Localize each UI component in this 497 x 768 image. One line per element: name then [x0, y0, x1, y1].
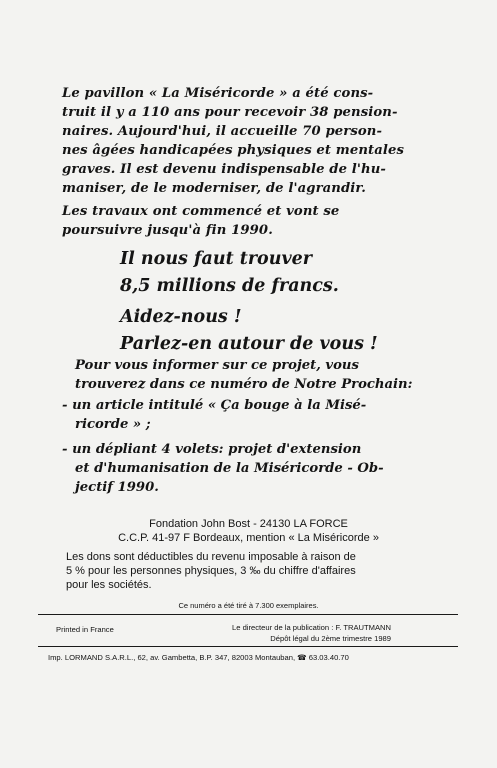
intro-line: truit il y a 110 ans pour recevoir 38 pension-: [62, 105, 398, 120]
appeal-line: 8,5 millions de francs.: [120, 276, 339, 296]
dons-line: Les dons sont déductibles du revenu imposable à raison de: [66, 551, 356, 563]
foundation-line: Fondation John Bost - 24130 LA FORCE: [149, 518, 348, 530]
foundation-address: [0, 517, 497, 545]
info-item-line: et d'humanisation de la Miséricorde - Ob-: [75, 461, 384, 476]
tax-deduction-note: [66, 550, 406, 592]
director-line: Le directeur de la publication : F. TRAUTMANN: [232, 623, 391, 632]
info-item-line: - un article intitulé « Ça bouge à la Misé-: [62, 398, 367, 413]
publication-director: [232, 622, 391, 644]
info-intro-line: trouverez dans ce numéro de Notre Prochain:: [75, 377, 413, 392]
intro-paragraph-1: [62, 84, 404, 198]
intro-line: naires. Aujourd'hui, il accueille 70 person-: [62, 124, 383, 139]
intro-line: nes âgées handicapées physiques et mentales: [62, 143, 404, 158]
intro-paragraph-2: [62, 202, 398, 240]
info-item-line: jectif 1990.: [75, 480, 159, 495]
intro-line: poursuivre jusqu'à fin 1990.: [62, 223, 273, 238]
dons-line: pour les sociétés.: [66, 579, 152, 591]
divider-top: [38, 614, 458, 615]
printed-in-france: Printed in France: [56, 625, 114, 634]
info-block: [62, 356, 413, 497]
intro-text: [62, 84, 404, 240]
divider-bottom: [38, 646, 458, 647]
foundation-line: C.C.P. 41-97 F Bordeaux, mention « La Miséricorde »: [118, 532, 379, 544]
printer-line: Imp. LORMAND S.A.R.L., 62, av. Gambetta, B.P. 347, 82003 Montauban, ☎ 63.03.40.70: [48, 653, 349, 662]
intro-line: maniser, de le moderniser, de l'agrandir.: [62, 181, 366, 196]
print-run-note: Ce numéro a été tiré à 7.300 exemplaires.: [178, 601, 319, 610]
dons-line: 5 % pour les personnes physiques, 3 ‰ du chiffre d'affaires: [66, 565, 356, 577]
depot-legal-line: Dépôt légal du 2ème trimestre 1989: [270, 634, 391, 643]
info-intro-line: Pour vous informer sur ce projet, vous: [75, 358, 359, 373]
info-item-line: - un dépliant 4 volets: projet d'extension: [62, 442, 362, 457]
intro-line: graves. Il est devenu indispensable de l'hu-: [62, 162, 387, 177]
intro-line: Les travaux ont commencé et vont se: [62, 204, 340, 219]
appeal-block: [120, 246, 420, 358]
info-item-line: ricorde » ;: [75, 417, 151, 432]
appeal-line: Aidez-nous !: [120, 307, 242, 327]
appeal-line: Parlez-en autour de vous !: [120, 334, 378, 354]
appeal-line: Il nous faut trouver: [120, 249, 312, 269]
intro-line: Le pavillon « La Miséricorde » a été cons-: [62, 86, 374, 101]
